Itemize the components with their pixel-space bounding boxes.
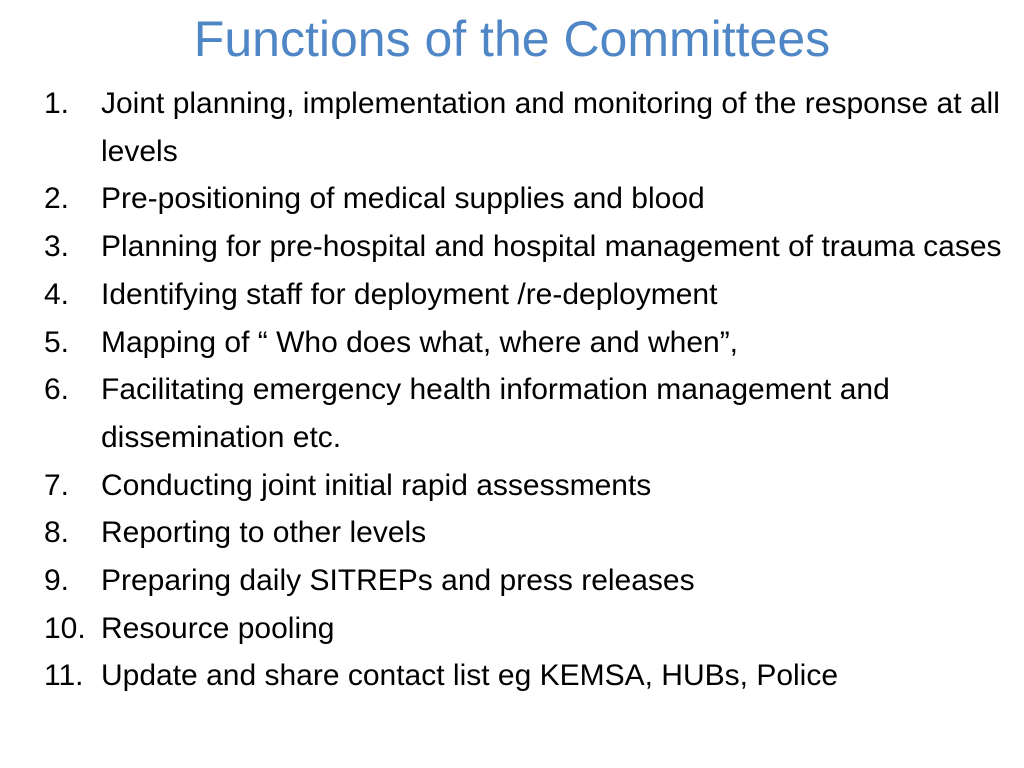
item-text: Resource pooling	[101, 611, 335, 645]
item-number: 4.	[44, 277, 70, 311]
item-number: 6.	[44, 373, 70, 407]
list-item	[44, 271, 1010, 319]
item-text: Pre-positioning of medical supplies and blood	[101, 182, 705, 216]
slide-title: Functions of the Committees	[193, 11, 831, 67]
item-text: Planning for pre-hospital and hospital management of trauma cases	[101, 230, 1002, 264]
list-item	[44, 557, 1010, 605]
item-number: 3.	[44, 230, 70, 264]
item-number: 1.	[44, 87, 70, 120]
item-text: Joint planning, implementation and monitoring of the response at all levels	[101, 87, 1000, 168]
list-item	[44, 319, 1010, 367]
item-text: Preparing daily SITREPs and press releases	[101, 564, 695, 598]
item-number: 11.	[44, 659, 84, 693]
list-item	[44, 605, 1010, 653]
list-item	[44, 462, 1010, 510]
item-text: Conducting joint initial rapid assessments	[101, 468, 652, 502]
item-text: Reporting to other levels	[101, 516, 427, 550]
list-item	[44, 366, 1010, 461]
list-item	[44, 509, 1010, 557]
list-item	[44, 175, 1010, 223]
item-number: 7.	[44, 468, 70, 502]
item-number: 9.	[44, 564, 70, 598]
item-text: Facilitating emergency health information management and dissemination etc.	[101, 373, 890, 454]
list-item	[44, 223, 1010, 271]
list-item	[44, 652, 1010, 700]
item-number: 2.	[44, 182, 70, 216]
item-text: Update and share contact list eg KEMSA, HUBs, Police	[101, 659, 839, 693]
item-text: Mapping of “ Who does what, where and when”,	[101, 325, 739, 359]
functions-list	[44, 80, 1010, 700]
item-text: Identifying staff for deployment /re-deployment	[101, 277, 718, 311]
list-item	[44, 80, 1010, 175]
item-number: 10.	[44, 611, 86, 645]
item-number: 8.	[44, 516, 70, 550]
item-number: 5.	[44, 325, 70, 359]
